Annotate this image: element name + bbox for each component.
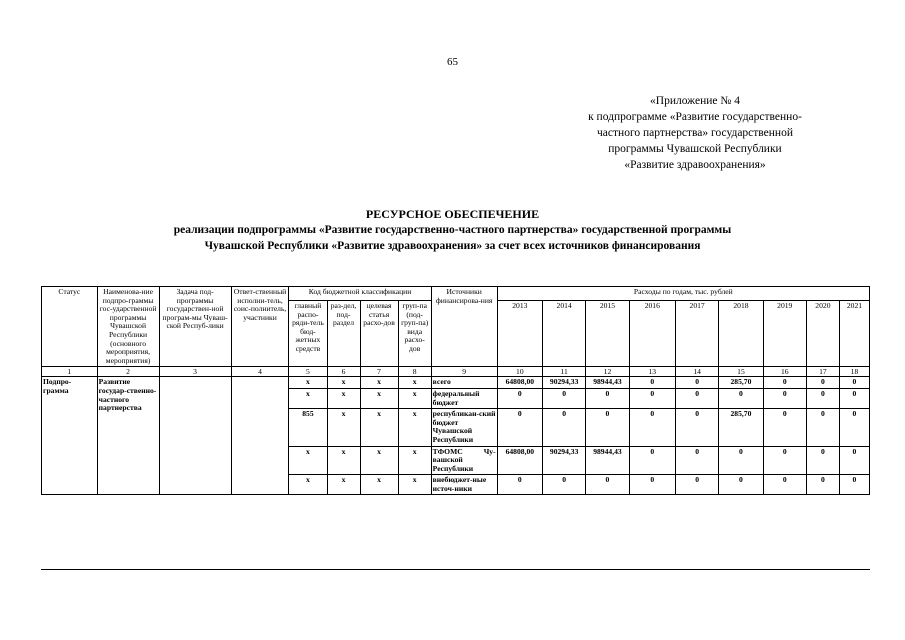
code-group-cell: х	[398, 388, 431, 408]
code-main-cell: х	[289, 446, 327, 475]
code-section-cell: х	[327, 446, 360, 475]
code-main-cell: 855	[289, 409, 327, 446]
column-number: 11	[543, 367, 586, 377]
value-cell: 0	[629, 475, 675, 495]
code-section-cell: х	[327, 475, 360, 495]
value-cell: 98944,43	[586, 446, 629, 475]
header-year: 2018	[719, 301, 763, 367]
value-cell: 0	[675, 409, 718, 446]
value-cell: 0	[586, 409, 629, 446]
column-number: 14	[675, 367, 718, 377]
value-cell: 0	[763, 446, 806, 475]
value-cell: 0	[763, 475, 806, 495]
column-number: 13	[629, 367, 675, 377]
source-cell: ТФОМС Чу-вашской Республики	[431, 446, 497, 475]
appendix-line: программы Чувашской Республики	[608, 143, 782, 155]
code-target-cell: х	[360, 388, 398, 408]
header-name: Наименова-ние подпро-граммы гос-ударственной программы Чувашской Республики (основного мероприятия, мероприятия)	[97, 287, 159, 367]
header-year: 2013	[497, 301, 542, 367]
header-code-section: раз-дел, под-раздел	[327, 301, 360, 367]
source-cell: внебюджет-ные источ-ники	[431, 475, 497, 495]
executor-cell	[231, 377, 289, 495]
title-line: РЕСУРСНОЕ ОБЕСПЕЧЕНИЕ	[365, 207, 540, 221]
value-cell: 0	[839, 446, 869, 475]
value-cell: 0	[763, 409, 806, 446]
value-cell: 0	[629, 446, 675, 475]
value-cell: 0	[586, 475, 629, 495]
code-target-cell: х	[360, 409, 398, 446]
source-cell: республикан-ский бюджет Чувашской Республики	[431, 409, 497, 446]
value-cell: 0	[719, 475, 763, 495]
document-title	[0, 206, 905, 254]
column-number: 8	[398, 367, 431, 377]
name-cell: Развитие государ-ственно-частного партнерства	[97, 377, 159, 495]
value-cell: 0	[806, 446, 839, 475]
header-year: 2014	[543, 301, 586, 367]
code-target-cell: х	[360, 446, 398, 475]
value-cell: 285,70	[719, 377, 763, 389]
header-year: 2016	[629, 301, 675, 367]
value-cell: 0	[629, 409, 675, 446]
value-cell: 90294,33	[543, 377, 586, 389]
header-executor: Ответ-ственный исполни-тель, соис-полнитель, участники	[231, 287, 289, 367]
header-budget-code: Код бюджетной классификации	[289, 287, 431, 301]
column-number: 9	[431, 367, 497, 377]
header-sources: Источники финансирова-ния	[431, 287, 497, 367]
header-year: 2017	[675, 301, 718, 367]
header-status: Статус	[42, 287, 98, 367]
header-code-group: груп-па (под-груп-па) вида расхо-дов	[398, 301, 431, 367]
column-number: 1	[42, 367, 98, 377]
value-cell: 64808,00	[497, 377, 542, 389]
title-line: Чувашской Республики «Развитие здравоохранения» за счет всех источников финансирования	[204, 240, 701, 252]
value-cell: 0	[806, 475, 839, 495]
value-cell: 0	[806, 409, 839, 446]
value-cell: 0	[675, 446, 718, 475]
code-main-cell: х	[289, 388, 327, 408]
source-cell: всего	[431, 377, 497, 389]
value-cell: 0	[763, 388, 806, 408]
value-cell: 0	[497, 409, 542, 446]
header-code-main: главный распо-ряди-тель бюд-жетных средств	[289, 301, 327, 367]
column-number: 12	[586, 367, 629, 377]
code-target-cell: х	[360, 377, 398, 389]
code-group-cell: х	[398, 475, 431, 495]
table-row	[42, 377, 870, 389]
code-group-cell: х	[398, 377, 431, 389]
header-task: Задача под-программы государствен-ной програм-мы Чуваш-ской Респуб-лики	[159, 287, 231, 367]
value-cell: 98944,43	[586, 377, 629, 389]
appendix-line: к подпрограмме «Развитие государственно-	[588, 111, 802, 123]
column-number: 18	[839, 367, 869, 377]
value-cell: 0	[839, 409, 869, 446]
title-line: реализации подпрограммы «Развитие государственно-частного партнерства» государственной программы	[173, 224, 732, 236]
value-cell: 0	[543, 409, 586, 446]
value-cell: 0	[586, 388, 629, 408]
value-cell: 64808,00	[497, 446, 542, 475]
code-section-cell: х	[327, 377, 360, 389]
appendix-line: «Приложение № 4	[650, 95, 740, 107]
value-cell: 0	[675, 388, 718, 408]
code-section-cell: х	[327, 388, 360, 408]
header-row	[42, 287, 870, 301]
column-number: 4	[231, 367, 289, 377]
value-cell: 0	[543, 475, 586, 495]
header-code-target: целевая статья расхо-дов	[360, 301, 398, 367]
value-cell: 0	[675, 475, 718, 495]
code-group-cell: х	[398, 446, 431, 475]
column-number: 3	[159, 367, 231, 377]
value-cell: 90294,33	[543, 446, 586, 475]
task-cell	[159, 377, 231, 495]
appendix-heading	[560, 93, 830, 173]
header-year: 2021	[839, 301, 869, 367]
value-cell: 0	[497, 475, 542, 495]
code-main-cell: х	[289, 377, 327, 389]
column-number: 17	[806, 367, 839, 377]
header-expenses: Расходы по годам, тыс. рублей	[497, 287, 869, 301]
value-cell: 0	[719, 446, 763, 475]
value-cell: 0	[675, 377, 718, 389]
header-year: 2020	[806, 301, 839, 367]
appendix-line: «Развитие здравоохранения»	[624, 159, 766, 171]
value-cell: 0	[763, 377, 806, 389]
column-number: 7	[360, 367, 398, 377]
value-cell: 0	[629, 388, 675, 408]
bottom-rule	[41, 569, 870, 570]
value-cell: 0	[497, 388, 542, 408]
column-number: 15	[719, 367, 763, 377]
value-cell: 285,70	[719, 409, 763, 446]
resource-table	[41, 286, 870, 495]
value-cell: 0	[629, 377, 675, 389]
column-number: 5	[289, 367, 327, 377]
value-cell: 0	[719, 388, 763, 408]
value-cell: 0	[806, 377, 839, 389]
column-number-row	[42, 367, 870, 377]
value-cell: 0	[839, 388, 869, 408]
value-cell: 0	[839, 475, 869, 495]
column-number: 6	[327, 367, 360, 377]
code-target-cell: х	[360, 475, 398, 495]
appendix-line: частного партнерства» государственной	[597, 127, 793, 139]
value-cell: 0	[543, 388, 586, 408]
header-year: 2019	[763, 301, 806, 367]
page-number: 65	[447, 56, 458, 68]
value-cell: 0	[839, 377, 869, 389]
column-number: 2	[97, 367, 159, 377]
code-section-cell: х	[327, 409, 360, 446]
source-cell: федеральный бюджет	[431, 388, 497, 408]
code-group-cell: х	[398, 409, 431, 446]
column-number: 10	[497, 367, 542, 377]
column-number: 16	[763, 367, 806, 377]
header-year: 2015	[586, 301, 629, 367]
status-cell: Подпро-грамма	[42, 377, 98, 495]
value-cell: 0	[806, 388, 839, 408]
code-main-cell: х	[289, 475, 327, 495]
